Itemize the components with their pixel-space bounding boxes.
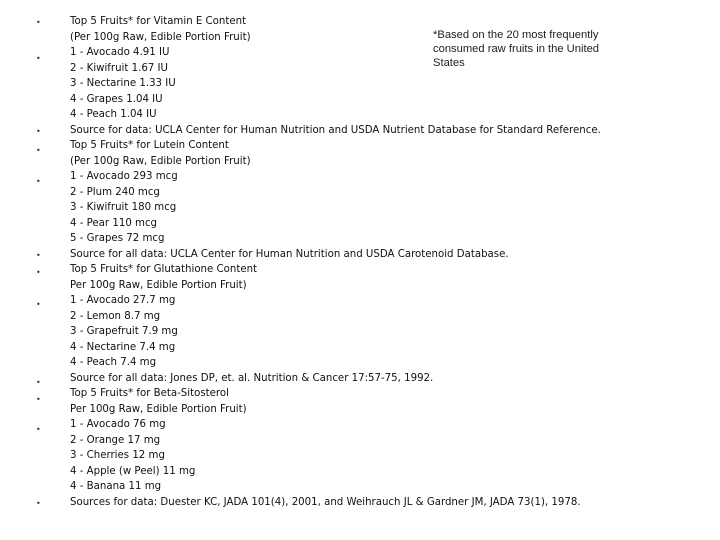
text-line: 4 - Banana 11 mg bbox=[70, 481, 162, 492]
text-line: 4 - Pear 110 mcg bbox=[70, 217, 158, 229]
bullet-marker: • bbox=[36, 499, 41, 508]
text-line: 2 - Lemon 8.7 mg bbox=[70, 310, 161, 322]
text-line: Top 5 Fruits* for Beta-Sitosterol bbox=[70, 388, 229, 399]
text-line: (Per 100g Raw, Edible Portion Fruit) bbox=[70, 155, 251, 167]
bullet-marker: • bbox=[36, 395, 41, 404]
bullet-marker: • bbox=[36, 378, 41, 387]
text-line: 1 - Avocado 76 mg bbox=[70, 419, 166, 430]
text-line: 4 - Peach 1.04 IU bbox=[70, 109, 157, 120]
text-line: Source for all data: UCLA Center for Human Nutrition and USDA Carotenoid Database. bbox=[70, 248, 509, 260]
text-line: 5 - Grapes 72 mcg bbox=[70, 233, 165, 244]
footnote-note: *Based on the 20 most frequently consumed raw fruits in the United States bbox=[433, 29, 600, 69]
text-line: Source for all data: Jones DP, et. al. Nutrition & Cancer 17:57-75, 1992. bbox=[70, 372, 434, 384]
text-line: Per 100g Raw, Edible Portion Fruit) bbox=[70, 403, 247, 415]
bullet-marker: • bbox=[36, 127, 41, 136]
text-line: 2 - Plum 240 mcg bbox=[70, 186, 160, 198]
text-line: 4 - Apple (w Peel) 11 mg bbox=[70, 465, 196, 477]
bullet-marker: • bbox=[36, 54, 41, 63]
text-line: (Per 100g Raw, Edible Portion Fruit) bbox=[70, 31, 251, 43]
text-line: Top 5 Fruits* for Glutathione Content bbox=[70, 264, 258, 275]
bullet-marker: • bbox=[36, 251, 41, 260]
bullet-marker: • bbox=[36, 146, 41, 155]
text-line: 4 - Peach 7.4 mg bbox=[70, 357, 157, 368]
text-line: Per 100g Raw, Edible Portion Fruit) bbox=[70, 279, 247, 291]
text-line: 3 - Cherries 12 mg bbox=[70, 450, 165, 461]
text-line: 1 - Avocado 293 mcg bbox=[70, 171, 178, 182]
text-line: 4 - Grapes 1.04 IU bbox=[70, 93, 163, 105]
text-line: 3 - Kiwifruit 180 mcg bbox=[70, 202, 177, 213]
text-line: 2 - Kiwifruit 1.67 IU bbox=[70, 62, 168, 74]
bullet-marker: • bbox=[36, 300, 41, 309]
text-line: 2 - Orange 17 mg bbox=[70, 434, 161, 446]
text-line: 4 - Nectarine 7.4 mg bbox=[70, 341, 176, 353]
text-line: 1 - Avocado 27.7 mg bbox=[70, 295, 176, 306]
text-line: 1 - Avocado 4.91 IU bbox=[70, 47, 170, 58]
bullet-marker: • bbox=[36, 268, 41, 277]
text-line: Top 5 Fruits* for Vitamin E Content bbox=[70, 16, 247, 27]
text-line: 3 - Nectarine 1.33 IU bbox=[70, 78, 176, 89]
text-line: 3 - Grapefruit 7.9 mg bbox=[70, 326, 178, 337]
text-line: Source for data: UCLA Center for Human Nutrition and USDA Nutrient Database for Standard Reference. bbox=[70, 124, 601, 136]
bullet-marker: • bbox=[36, 177, 41, 186]
bullet-marker: • bbox=[36, 425, 41, 434]
text-line: Top 5 Fruits* for Lutein Content bbox=[70, 140, 229, 151]
text-line: Sources for data: Duester KC, JADA 101(4), 2001, and Weihrauch JL & Gardner JM, JADA 73(1), 1978. bbox=[70, 496, 581, 508]
bullet-marker: • bbox=[36, 18, 41, 27]
